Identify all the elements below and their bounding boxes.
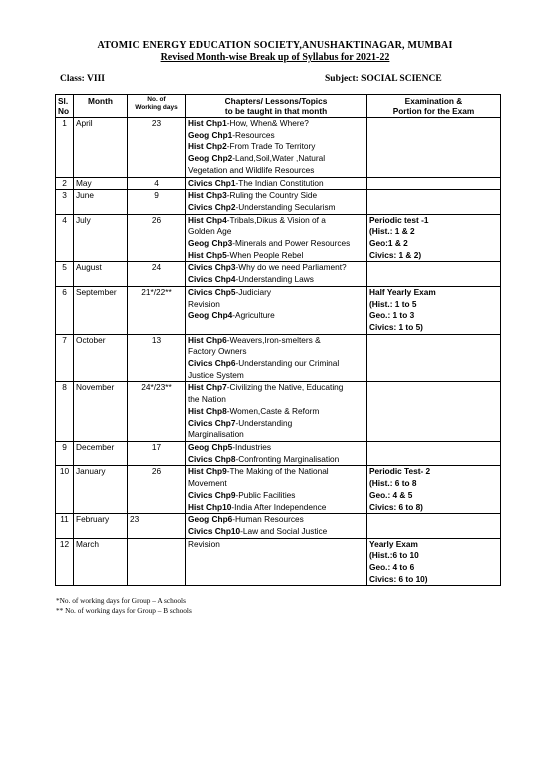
table-row: [56, 177, 501, 190]
chapter-title: -Women,Caste & Reform: [226, 405, 320, 416]
topic-line: [188, 250, 364, 262]
chapter-label: Civics Chp5: [188, 286, 236, 297]
exam-cell: [367, 382, 501, 442]
chapter-title: -Industries: [232, 441, 271, 452]
chapter-title: -Land,Soil,Water ,Natural: [232, 153, 326, 164]
topics-cell: [186, 441, 367, 465]
topic-line: [188, 370, 364, 382]
topic-line: [188, 299, 364, 311]
table-row: [56, 214, 501, 262]
exam-line: Civics: 6 to 8): [369, 501, 423, 512]
chapter-label: Geog Chp4: [188, 310, 233, 321]
exam-cell: [367, 441, 501, 465]
topic-line: [188, 322, 364, 334]
table-row: [56, 538, 501, 586]
topic-line: [188, 310, 364, 322]
topic-line: [188, 382, 364, 394]
chapter-title: -Why do we need Parliament?: [235, 262, 347, 273]
chapter-label: Hist Chp9: [188, 466, 227, 477]
topic-line: [188, 130, 364, 142]
month-cell: September: [74, 286, 128, 334]
working-days-cell: 23: [128, 514, 186, 538]
sl-no-cell: 5: [56, 262, 74, 286]
chapter-title: -Civilizing the Native, Educating: [226, 382, 344, 393]
exam-cell: [367, 214, 501, 262]
class-label: Class: VIII: [60, 74, 105, 84]
chapter-title: Revision: [188, 298, 220, 309]
chapter-label: Geog Chp3: [188, 238, 233, 249]
topic-line: [188, 118, 364, 130]
topic-line: [188, 202, 364, 214]
topic-line: [188, 335, 364, 347]
table-row: [56, 514, 501, 538]
working-days-cell: 24: [128, 262, 186, 286]
working-days-cell: 9: [128, 190, 186, 214]
exam-line: Yearly Exam: [369, 538, 418, 549]
chapter-label: Civics Chp3: [188, 262, 236, 273]
topic-line: [188, 466, 364, 478]
topic-line: [188, 574, 364, 586]
chapter-label: Hist Chp1: [188, 118, 227, 128]
exam-line: Geo.: 1 to 3: [369, 310, 415, 321]
working-days-cell: 13: [128, 334, 186, 382]
topic-line: [188, 418, 364, 430]
topic-line: [188, 539, 364, 551]
chapter-title: -Understanding Secularism: [235, 201, 336, 212]
exam-line: Half Yearly Exam: [369, 286, 436, 297]
chapter-label: Geog Chp2: [188, 153, 233, 164]
chapter-label: Civics: [188, 525, 215, 536]
exam-line: (Hist.: 1 to 5: [369, 298, 417, 309]
topic-line: [188, 141, 364, 153]
chapter-title: -From Trade To Territory: [226, 141, 316, 152]
chapter-title: Marginalisation: [188, 429, 244, 440]
chapter-label: Hist Chp8: [188, 405, 227, 416]
topics-cell: [186, 334, 367, 382]
chapter-label: Civics Chp2: [188, 201, 236, 212]
exam-line: Civics: 6 to 10): [369, 573, 428, 584]
chapter-title: Movement: [188, 478, 227, 489]
exam-line: Civics: 1 to 5): [369, 321, 423, 332]
topic-line: [188, 153, 364, 165]
chapter-title: Factory Owners: [188, 346, 247, 357]
topics-cell: [186, 538, 367, 586]
topic-line: [188, 442, 364, 454]
topics-cell: [186, 177, 367, 190]
topics-cell: [186, 190, 367, 214]
chapter-label: Hist Chp6: [188, 334, 227, 345]
chapter-title: Golden Age: [188, 226, 232, 237]
exam-cell: [367, 334, 501, 382]
sl-no-cell: 2: [56, 177, 74, 190]
topic-line: [188, 502, 364, 514]
chapter-label: Hist Chp10: [188, 501, 232, 512]
topic-line: [188, 478, 364, 490]
chapter-title: -Understanding: [235, 417, 293, 428]
chapter-label: Civics Chp6: [188, 358, 236, 369]
table-row: [56, 441, 501, 465]
table-row: [56, 190, 501, 214]
topic-line: [188, 262, 364, 274]
month-cell: July: [74, 214, 128, 262]
chapter-label: Geog Chp1: [188, 129, 233, 140]
exam-cell: [367, 286, 501, 334]
document-subtitle: Revised Month-wise Break up of Syllabus for 2021-22: [160, 52, 390, 63]
exam-cell: [367, 177, 501, 190]
header-examination: Examination & Portion for the Exam: [367, 95, 501, 118]
topic-line: [188, 562, 364, 574]
topics-cell: [186, 286, 367, 334]
month-cell: June: [74, 190, 128, 214]
topics-cell: [186, 382, 367, 442]
topic-line: [188, 394, 364, 406]
topics-cell: [186, 514, 367, 538]
sl-no-cell: 11: [56, 514, 74, 538]
chapter-title: -Ruling the Country Side: [226, 190, 318, 201]
chapter-label: Hist Chp2: [188, 141, 227, 152]
topic-line: [188, 215, 364, 227]
chapter-label: Civics Chp4: [188, 274, 236, 285]
chapter-title: -Minerals and Power Resources: [232, 238, 351, 249]
subject-label: Subject: SOCIAL SCIENCE: [325, 74, 442, 84]
organization-title: ATOMIC ENERGY EDUCATION SOCIETY,ANUSHAKTINAGAR, MUMBAI: [97, 40, 453, 51]
chapter-label: Hist Chp4: [188, 214, 227, 225]
exam-cell: [367, 538, 501, 586]
chapter-title: -Agriculture: [232, 310, 275, 321]
chapter-label: Geog Chp5: [188, 441, 233, 452]
working-days-cell: 24*/23**: [128, 382, 186, 442]
table-header-row: [56, 95, 501, 118]
chapter-title: -The Indian Constitution: [235, 177, 324, 188]
chapter-title: -Law and Social Justice: [240, 525, 328, 536]
table-body: [56, 118, 501, 586]
month-cell: April: [74, 118, 128, 178]
topic-line: [188, 406, 364, 418]
table-row: [56, 286, 501, 334]
sl-no-cell: 7: [56, 334, 74, 382]
topic-line: [188, 550, 364, 562]
sl-no-cell: 6: [56, 286, 74, 334]
sl-no-cell: 1: [56, 118, 74, 178]
chapter-title: -Human Resources: [232, 514, 304, 525]
chapter-title: Vegetation and Wildlife Resources: [188, 164, 315, 175]
working-days-cell: 21*/22**: [128, 286, 186, 334]
working-days-cell: [128, 538, 186, 586]
chapter-label: Chp10: [214, 525, 241, 536]
header-sl-no: Sl. No: [56, 95, 74, 118]
table-row: [56, 118, 501, 178]
footnote-group-a: *No. of working days for Group – A schools: [56, 596, 186, 605]
topic-line: [188, 526, 364, 538]
chapter-label: Civics Chp9: [188, 489, 236, 500]
table-row: [56, 262, 501, 286]
topic-line: [188, 454, 364, 466]
exam-line: Geo.: 4 to 6: [369, 562, 415, 573]
topic-line: [188, 226, 364, 238]
chapter-label: Hist Chp5: [188, 249, 227, 260]
topic-line: [188, 238, 364, 250]
topic-line: [188, 178, 364, 190]
working-days-cell: 4: [128, 177, 186, 190]
chapter-title: -Public Facilities: [235, 489, 296, 500]
sl-no-cell: 8: [56, 382, 74, 442]
chapter-label: Civics Chp7: [188, 417, 236, 428]
exam-cell: [367, 262, 501, 286]
table-row: [56, 466, 501, 514]
chapter-title: Revision: [188, 538, 220, 549]
exam-cell: [367, 118, 501, 178]
month-cell: January: [74, 466, 128, 514]
header-working-days: No. of Working days: [128, 95, 186, 118]
month-cell: May: [74, 177, 128, 190]
topic-line: [188, 274, 364, 286]
month-cell: December: [74, 441, 128, 465]
exam-line: Civics: 1 & 2): [369, 249, 422, 260]
topic-line: [188, 514, 364, 526]
working-days-cell: 26: [128, 214, 186, 262]
working-days-cell: 26: [128, 466, 186, 514]
topic-line: [188, 490, 364, 502]
chapter-title: -Tribals,Dikus & Vision of a: [226, 214, 326, 225]
topics-cell: [186, 466, 367, 514]
table-row: [56, 334, 501, 382]
chapter-title: Justice System: [188, 369, 244, 380]
chapter-title: -The Making of the National: [226, 466, 329, 477]
table-row: [56, 382, 501, 442]
exam-line: (Hist.: 6 to 8: [369, 478, 417, 489]
chapter-label: Geog Chp6: [188, 514, 233, 525]
exam-line: Periodic test -1: [369, 214, 429, 225]
chapter-title: -India After Independence: [231, 501, 327, 512]
chapter-label: Hist Chp7: [188, 382, 227, 393]
chapter-title: -Weavers,Iron-smelters &: [226, 334, 321, 345]
month-cell: August: [74, 262, 128, 286]
exam-line: Geo:1 & 2: [369, 238, 408, 249]
topics-cell: [186, 262, 367, 286]
topics-cell: [186, 214, 367, 262]
topic-line: [188, 346, 364, 358]
header-chapters: Chapters/ Lessons/Topics to be taught in that month: [186, 95, 367, 118]
chapter-title: -Understanding our Criminal: [235, 358, 340, 369]
topics-cell: [186, 118, 367, 178]
chapter-title: -Confronting Marginalisation: [235, 453, 340, 464]
topic-line: [188, 165, 364, 177]
exam-cell: [367, 466, 501, 514]
footnote-group-b: ** No. of working days for Group – B schools: [56, 606, 192, 615]
sl-no-cell: 9: [56, 441, 74, 465]
chapter-title: -Resources: [232, 129, 275, 140]
chapter-label: Hist Chp3: [188, 190, 227, 201]
chapter-label: Civics Chp1: [188, 177, 236, 188]
exam-cell: [367, 514, 501, 538]
exam-line: Geo.: 4 & 5: [369, 489, 413, 500]
month-cell: November: [74, 382, 128, 442]
chapter-title: -When People Rebel: [226, 249, 304, 260]
syllabus-table: [55, 94, 501, 586]
chapter-title: -Understanding Laws: [235, 274, 314, 285]
chapter-title: -Judiciary: [235, 286, 272, 297]
sl-no-cell: 10: [56, 466, 74, 514]
exam-cell: [367, 190, 501, 214]
month-cell: October: [74, 334, 128, 382]
working-days-cell: 17: [128, 441, 186, 465]
chapter-title: the Nation: [188, 394, 226, 405]
topic-line: [188, 287, 364, 299]
topic-line: [188, 358, 364, 370]
exam-line: (Hist.:6 to 10: [369, 550, 419, 561]
exam-line: Periodic Test- 2: [369, 466, 431, 477]
header-month: Month: [74, 95, 128, 118]
topic-line: [188, 429, 364, 441]
sl-no-cell: 12: [56, 538, 74, 586]
sl-no-cell: 3: [56, 190, 74, 214]
topic-line: [188, 190, 364, 202]
chapter-title: -How, When& Where?: [226, 118, 309, 128]
working-days-cell: 23: [128, 118, 186, 178]
exam-line: (Hist.: 1 & 2: [369, 226, 415, 237]
month-cell: February: [74, 514, 128, 538]
month-cell: March: [74, 538, 128, 586]
chapter-label: Civics Chp8: [188, 453, 236, 464]
sl-no-cell: 4: [56, 214, 74, 262]
